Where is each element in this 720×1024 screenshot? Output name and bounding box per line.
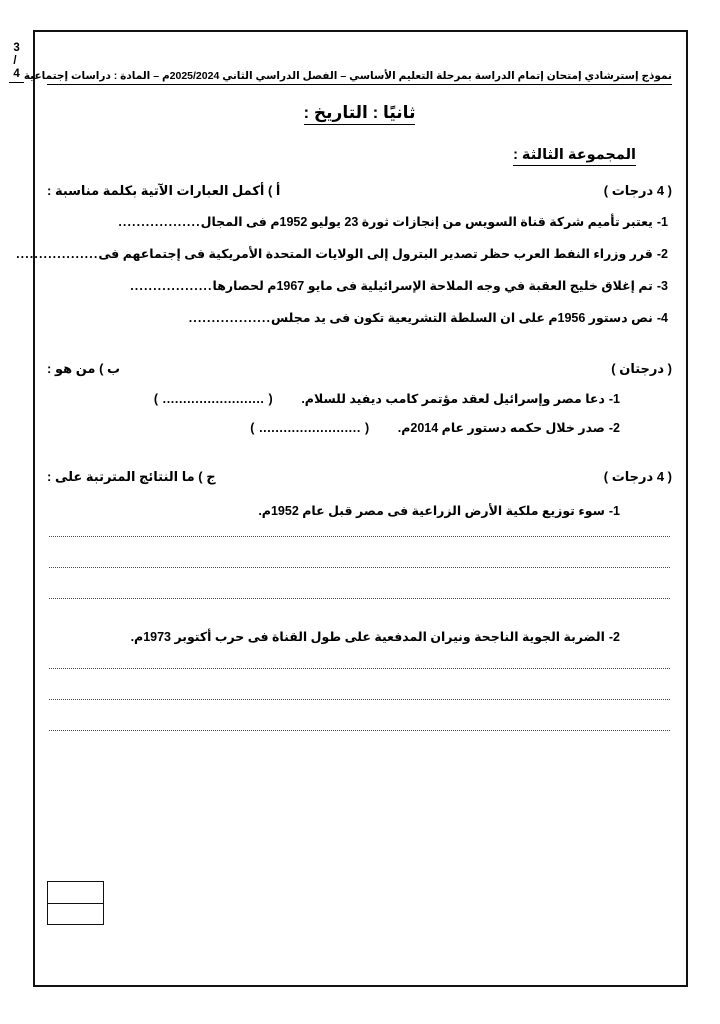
answer-lines-c-1 bbox=[47, 536, 672, 599]
question-a-4 bbox=[47, 310, 672, 327]
question-number: 2- bbox=[656, 247, 668, 261]
question-number: 3- bbox=[656, 279, 668, 293]
question-number: 2- bbox=[608, 421, 620, 435]
part-a-label: أ ) أكمل العبارات الآتية بكلمة مناسبة : bbox=[47, 183, 281, 198]
question-text: دعا مصر وإسرائيل لعقد مؤتمر كامب ديفيد للسلام. bbox=[301, 392, 605, 406]
answer-line[interactable] bbox=[49, 536, 670, 537]
part-c-label: ج ) ما النتائج المترتبة على : bbox=[47, 469, 216, 484]
part-b-marks: ( درجتان ) bbox=[611, 361, 672, 376]
part-c-header bbox=[47, 469, 672, 485]
answer-blank[interactable]: ( ......................... ) bbox=[153, 392, 274, 406]
answer-blank[interactable]: ( ......................... ) bbox=[250, 421, 370, 435]
answer-blank[interactable]: .................. bbox=[188, 311, 272, 325]
question-text: تم إغلاق خليج العقبة في وجه الملاحة الإسرائيلية فى مايو 1967م لحصارها bbox=[212, 279, 653, 293]
answer-line[interactable] bbox=[49, 567, 670, 568]
question-text: سوء توزيع ملكية الأرض الزراعية فى مصر قبل عام 1952م. bbox=[258, 504, 605, 518]
answer-line[interactable] bbox=[49, 668, 670, 669]
question-text: قرر وزراء النفط العرب حظر تصدير البترول إلى الولايات المتحدة الأمريكية فى إجتماعهم فى bbox=[98, 247, 653, 261]
answer-line[interactable] bbox=[49, 699, 670, 700]
marks-box[interactable] bbox=[47, 881, 104, 925]
question-a-1 bbox=[47, 214, 672, 231]
answer-blank[interactable]: .................. bbox=[130, 279, 213, 293]
header-divider bbox=[47, 84, 672, 85]
answer-lines-c-2 bbox=[47, 668, 672, 731]
answer-blank[interactable]: .................. bbox=[16, 247, 99, 261]
page-title-text: ثانيًا : التاريخ : bbox=[304, 103, 416, 125]
part-c-marks: ( 4 درجات ) bbox=[603, 469, 672, 484]
question-number: 1- bbox=[608, 504, 620, 518]
marks-box-divider bbox=[48, 903, 103, 904]
question-number: 1- bbox=[656, 215, 668, 229]
question-c-2 bbox=[47, 629, 672, 646]
document-header bbox=[13, 38, 672, 83]
question-b-2 bbox=[47, 420, 672, 435]
question-text: صدر خلال حكمه دستور عام 2014م. bbox=[397, 421, 605, 435]
part-a-header bbox=[47, 183, 672, 199]
question-text: نص دستور 1956م على ان السلطة التشريعية تكون فى يد مجلس bbox=[271, 311, 653, 325]
question-number: 1- bbox=[608, 392, 620, 406]
answer-line[interactable] bbox=[49, 730, 670, 731]
page-title bbox=[47, 103, 672, 123]
question-b-1 bbox=[47, 391, 672, 406]
question-text: الضربة الجوية الناجحة ونيران المدفعية على طول القناة فى حرب أكتوبر 1973م. bbox=[130, 630, 605, 644]
question-number: 4- bbox=[656, 311, 668, 325]
answer-blank[interactable]: .................. bbox=[118, 215, 201, 229]
answer-line[interactable] bbox=[49, 598, 670, 599]
group-heading-text: المجموعة الثالثة : bbox=[513, 147, 636, 166]
part-b-label: ب ) من هو : bbox=[47, 361, 121, 376]
group-heading bbox=[47, 147, 672, 163]
part-b-header bbox=[47, 361, 672, 377]
question-a-3 bbox=[47, 278, 672, 295]
question-a-2 bbox=[16, 246, 672, 263]
page-number: 3 / 4 bbox=[9, 42, 23, 83]
part-a-marks: ( 4 درجات ) bbox=[603, 183, 672, 198]
question-text: يعتبر تأميم شركة قناة السويس من إنجازات ثورة 23 يوليو 1952م فى المجال bbox=[200, 215, 653, 229]
exam-page bbox=[13, 30, 688, 987]
page-content bbox=[13, 32, 686, 985]
exam-header-text: نموذج إسترشادي إمتحان إتمام الدراسة بمرحلة التعليم الأساسي – الفصل الدراسي الثاني 2025/2024م – المادة : دراسات إجتماعية bbox=[23, 70, 672, 82]
question-number: 2- bbox=[608, 630, 620, 644]
question-c-1 bbox=[47, 503, 672, 520]
